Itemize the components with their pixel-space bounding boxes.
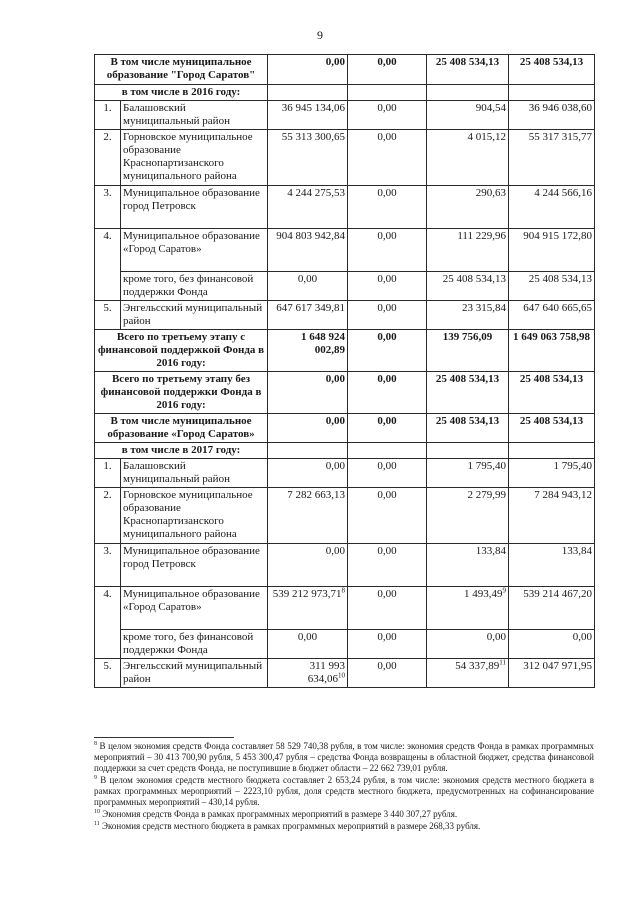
value-cell-v2-text: 0,00 xyxy=(377,102,397,114)
value-cell-v3 xyxy=(427,55,509,85)
value-cell-v3 xyxy=(427,101,509,130)
value-cell-v3-text: 54 337,89 xyxy=(455,660,500,672)
municipality-label-cell: Энгельсский муниципальный район xyxy=(121,659,268,688)
table-row xyxy=(95,659,595,688)
value-cell-v2-text: 0,00 xyxy=(377,460,397,472)
footnote xyxy=(94,821,594,832)
footnote-text: В целом экономия средств Фонда составляет 58 529 740,38 рубля, в том числе: экономия средств Фонда в рамках программных мероприятий – 30 413 700,90 рубля, 5 453 300,47 рубля – средства Фонда возвращены в областной бюджет, средства финансовой поддержки за счет средств Фонда, не поступившие в бюджет области – 22 662 739,01 рубля. xyxy=(94,741,595,773)
value-cell-v1-text: 0,00 xyxy=(325,545,346,557)
footnote-mark: 11 xyxy=(94,821,100,827)
value-cell-v1 xyxy=(268,130,348,186)
value-cell-v4 xyxy=(509,459,595,488)
value-cell-v4-text: 36 946 038,60 xyxy=(528,102,593,114)
value-cell-v2 xyxy=(348,630,427,659)
value-cell-v2 xyxy=(348,272,427,301)
empty-cell xyxy=(348,85,427,101)
value-cell-v1-text: 0,00 xyxy=(325,56,346,68)
footnote-ref: 11 xyxy=(499,658,507,667)
value-cell-v4 xyxy=(509,544,595,587)
value-cell-v2-text: 0,00 xyxy=(377,187,397,199)
value-cell-v1 xyxy=(268,101,348,130)
empty-cell xyxy=(268,443,348,459)
empty-cell xyxy=(348,443,427,459)
value-cell-v1-text: 4 244 275,53 xyxy=(287,187,346,199)
value-cell-v3-text: 23 315,84 xyxy=(462,302,507,314)
page-number: 9 xyxy=(317,28,323,42)
value-cell-v3 xyxy=(427,330,509,372)
value-cell-v1 xyxy=(268,459,348,488)
value-cell-v1 xyxy=(268,659,348,688)
value-cell-v2 xyxy=(348,186,427,229)
value-cell-v3 xyxy=(427,414,509,443)
value-cell-v1-text: 1 648 924 002,89 xyxy=(301,331,346,356)
value-cell-v3 xyxy=(427,272,509,301)
value-cell-v1 xyxy=(268,229,348,272)
value-cell-v4 xyxy=(509,330,595,372)
year-header-cell: в том числе в 2017 году: xyxy=(95,443,268,459)
value-cell-v4-text: 133,84 xyxy=(561,545,593,557)
value-cell-v2-text: 0,00 xyxy=(377,631,397,643)
value-cell-v2 xyxy=(348,101,427,130)
value-cell-v1-text: 311 993 634,06 xyxy=(307,660,346,685)
value-cell-v4 xyxy=(509,186,595,229)
value-cell-v3 xyxy=(427,587,509,630)
value-cell-v4 xyxy=(509,101,595,130)
summary-label-cell: Всего по третьему этапу с финансовой поддержкой Фонда в 2016 году: xyxy=(95,330,268,372)
empty-cell xyxy=(268,85,348,101)
value-cell-v3-text: 1 795,40 xyxy=(467,460,507,472)
table-row xyxy=(95,459,595,488)
empty-cell xyxy=(427,85,509,101)
value-cell-v1-text: 0,00 xyxy=(325,415,346,427)
value-cell-v4 xyxy=(509,229,595,272)
value-cell-v2-text: 0,00 xyxy=(377,131,397,143)
value-cell-v3-text: 0,00 xyxy=(486,631,507,643)
municipality-label-cell: Энгельсский муниципальный район xyxy=(121,301,268,330)
value-cell-v1-text: 55 313 300,65 xyxy=(281,131,346,143)
value-cell-v4 xyxy=(509,301,595,330)
value-cell-v4 xyxy=(509,659,595,688)
value-cell-v3-text: 133,84 xyxy=(475,545,507,557)
table-row xyxy=(95,85,595,101)
summary-label-cell: В том числе муниципальное образование "Город Саратов" xyxy=(95,55,268,85)
table-row xyxy=(95,630,595,659)
value-cell-v3-text: 139 756,09 xyxy=(442,331,493,343)
municipality-label-cell: Балашовский муниципальный район xyxy=(121,101,268,130)
value-cell-v1 xyxy=(268,186,348,229)
footnotes xyxy=(94,741,594,833)
table-row xyxy=(95,55,595,85)
value-cell-v4-text: 1 795,40 xyxy=(553,460,593,472)
footnote-ref: 8 xyxy=(341,586,346,595)
value-cell-v2 xyxy=(348,130,427,186)
value-cell-v1-text: 539 212 973,71 xyxy=(272,588,342,600)
value-cell-v1 xyxy=(268,414,348,443)
value-cell-v4-text: 0,00 xyxy=(572,631,593,643)
value-cell-v4-text: 25 408 534,13 xyxy=(519,415,584,427)
year-header-cell: в том числе в 2016 году: xyxy=(95,85,268,101)
value-cell-v3 xyxy=(427,229,509,272)
footnote-text: Экономия средств местного бюджета в рамках программных мероприятий в размере 268,33 рубля. xyxy=(102,821,481,831)
value-cell-v3 xyxy=(427,488,509,544)
row-number-cell: 5. xyxy=(95,301,121,330)
footnote-ref: 10 xyxy=(338,671,346,680)
sub-label-cell: кроме того, без финансовой поддержки Фонда xyxy=(121,272,268,301)
value-cell-v3 xyxy=(427,544,509,587)
row-number-cell: 4. xyxy=(95,229,121,301)
row-number-cell: 2. xyxy=(95,130,121,186)
value-cell-v1 xyxy=(268,488,348,544)
summary-label-cell: Всего по третьему этапу без финансовой поддержки Фонда в 2016 году: xyxy=(95,372,268,414)
value-cell-v2-text: 0,00 xyxy=(377,302,397,314)
value-cell-v1 xyxy=(268,301,348,330)
value-cell-v2 xyxy=(348,459,427,488)
value-cell-v4 xyxy=(509,630,595,659)
value-cell-v2 xyxy=(348,229,427,272)
value-cell-v3-text: 111 229,96 xyxy=(457,230,507,242)
value-cell-v4 xyxy=(509,55,595,85)
value-cell-v1-text: 0,00 xyxy=(297,273,318,285)
value-cell-v1-text: 0,00 xyxy=(325,460,346,472)
value-cell-v1 xyxy=(268,330,348,372)
value-cell-v4-text: 25 408 534,13 xyxy=(519,56,584,68)
municipality-label-cell: Горновское муниципальное образование Краснопартизанского муниципального района xyxy=(121,488,268,544)
value-cell-v4-text: 25 408 534,13 xyxy=(519,373,584,385)
municipality-label-cell: Муниципальное образование город Петровск xyxy=(121,544,268,587)
row-number-cell: 1. xyxy=(95,459,121,488)
value-cell-v3 xyxy=(427,186,509,229)
value-cell-v3-text: 904,54 xyxy=(475,102,507,114)
table-row xyxy=(95,229,595,272)
value-cell-v2-text: 0,00 xyxy=(377,56,397,68)
value-cell-v4 xyxy=(509,414,595,443)
table-row xyxy=(95,544,595,587)
value-cell-v2-text: 0,00 xyxy=(377,588,397,600)
value-cell-v2 xyxy=(348,372,427,414)
value-cell-v2-text: 0,00 xyxy=(377,331,397,343)
summary-label-cell: В том числе муниципальное образование «Город Саратов» xyxy=(95,414,268,443)
municipality-label-cell: Муниципальное образование «Город Саратов» xyxy=(121,587,268,630)
table-row xyxy=(95,101,595,130)
footnote xyxy=(94,775,594,808)
value-cell-v4-text: 1 649 063 758,98 xyxy=(513,331,591,343)
value-cell-v1 xyxy=(268,272,348,301)
value-cell-v3 xyxy=(427,459,509,488)
value-cell-v2 xyxy=(348,544,427,587)
sub-label-cell: кроме того, без финансовой поддержки Фонда xyxy=(121,630,268,659)
value-cell-v2 xyxy=(348,587,427,630)
municipality-label-cell: Балашовский муниципальный район xyxy=(121,459,268,488)
value-cell-v2-text: 0,00 xyxy=(377,373,397,385)
footnote-mark: 8 xyxy=(94,741,97,747)
value-cell-v1-text: 647 617 349,81 xyxy=(276,302,346,314)
footnote xyxy=(94,809,594,820)
value-cell-v2 xyxy=(348,301,427,330)
table-row xyxy=(95,587,595,630)
value-cell-v3-text: 25 408 534,13 xyxy=(435,373,500,385)
row-number-cell: 3. xyxy=(95,544,121,587)
value-cell-v3 xyxy=(427,630,509,659)
row-number-cell: 4. xyxy=(95,587,121,659)
value-cell-v2 xyxy=(348,488,427,544)
value-cell-v1 xyxy=(268,587,348,630)
value-cell-v4 xyxy=(509,488,595,544)
value-cell-v2 xyxy=(348,414,427,443)
value-cell-v2-text: 0,00 xyxy=(377,415,397,427)
table-row xyxy=(95,301,595,330)
value-cell-v4 xyxy=(509,587,595,630)
funding-table xyxy=(94,54,595,688)
empty-cell xyxy=(509,443,595,459)
value-cell-v4-text: 539 214 467,20 xyxy=(523,588,593,600)
municipality-label-cell: Муниципальное образование «Город Саратов» xyxy=(121,229,268,272)
value-cell-v2-text: 0,00 xyxy=(377,660,397,672)
footnote-text: В целом экономия средств местного бюджета составляет 2 653,24 рубля, в том числе: экономия средств местного бюджета в рамках программных мероприятий – 2223,10 рубля, доля средств местного бюджета, предусмотренных на софинансирование программных мероприятий – 430,14 рубля. xyxy=(94,775,595,807)
table-row xyxy=(95,186,595,229)
value-cell-v2-text: 0,00 xyxy=(377,230,397,242)
footnote-rule xyxy=(94,737,234,738)
value-cell-v3-text: 25 408 534,13 xyxy=(435,56,500,68)
value-cell-v3-text: 2 279,99 xyxy=(467,489,507,501)
row-number-cell: 5. xyxy=(95,659,121,688)
table-row xyxy=(95,414,595,443)
value-cell-v3-text: 1 493,49 xyxy=(464,588,503,600)
row-number-cell: 3. xyxy=(95,186,121,229)
value-cell-v3-text: 25 408 534,13 xyxy=(435,415,500,427)
value-cell-v4-text: 4 244 566,16 xyxy=(534,187,593,199)
value-cell-v1-text: 7 282 663,13 xyxy=(287,489,346,501)
value-cell-v1 xyxy=(268,544,348,587)
value-cell-v1-text: 36 945 134,06 xyxy=(281,102,346,114)
value-cell-v3 xyxy=(427,372,509,414)
empty-cell xyxy=(509,85,595,101)
value-cell-v4 xyxy=(509,372,595,414)
value-cell-v4-text: 55 317 315,77 xyxy=(528,131,593,143)
table-row xyxy=(95,130,595,186)
value-cell-v2-text: 0,00 xyxy=(377,489,397,501)
value-cell-v2 xyxy=(348,659,427,688)
value-cell-v3 xyxy=(427,659,509,688)
table-row xyxy=(95,272,595,301)
empty-cell xyxy=(427,443,509,459)
footnote xyxy=(94,741,594,774)
value-cell-v4-text: 647 640 665,65 xyxy=(523,302,593,314)
value-cell-v3-text: 4 015,12 xyxy=(467,131,507,143)
table-row xyxy=(95,443,595,459)
table-row xyxy=(95,330,595,372)
value-cell-v4-text: 904 915 172,80 xyxy=(523,230,593,242)
value-cell-v4-text: 25 408 534,13 xyxy=(528,273,593,285)
footnote-ref: 9 xyxy=(502,586,507,595)
municipality-label-cell: Муниципальное образование город Петровск xyxy=(121,186,268,229)
value-cell-v3-text: 290,63 xyxy=(475,187,507,199)
value-cell-v3 xyxy=(427,130,509,186)
value-cell-v4-text: 7 284 943,12 xyxy=(534,489,593,501)
value-cell-v4-text: 312 047 971,95 xyxy=(523,660,593,672)
value-cell-v1-text: 0,00 xyxy=(325,373,346,385)
footnote-mark: 9 xyxy=(94,775,97,781)
footnote-mark: 10 xyxy=(94,809,100,815)
table-row xyxy=(95,372,595,414)
value-cell-v1-text: 904 803 942,84 xyxy=(276,230,346,242)
value-cell-v1 xyxy=(268,372,348,414)
value-cell-v2 xyxy=(348,55,427,85)
value-cell-v4 xyxy=(509,272,595,301)
value-cell-v1 xyxy=(268,630,348,659)
value-cell-v3-text: 25 408 534,13 xyxy=(442,273,507,285)
value-cell-v3 xyxy=(427,301,509,330)
value-cell-v4 xyxy=(509,130,595,186)
value-cell-v2 xyxy=(348,330,427,372)
municipality-label-cell: Горновское муниципальное образование Краснопартизанского муниципального района xyxy=(121,130,268,186)
footnote-text: Экономия средств Фонда в рамках программных мероприятий в размере 3 440 307,27 рубля. xyxy=(102,809,458,819)
row-number-cell: 2. xyxy=(95,488,121,544)
table-row xyxy=(95,488,595,544)
value-cell-v1-text: 0,00 xyxy=(297,631,318,643)
value-cell-v2-text: 0,00 xyxy=(377,273,397,285)
value-cell-v1 xyxy=(268,55,348,85)
value-cell-v2-text: 0,00 xyxy=(377,545,397,557)
row-number-cell: 1. xyxy=(95,101,121,130)
